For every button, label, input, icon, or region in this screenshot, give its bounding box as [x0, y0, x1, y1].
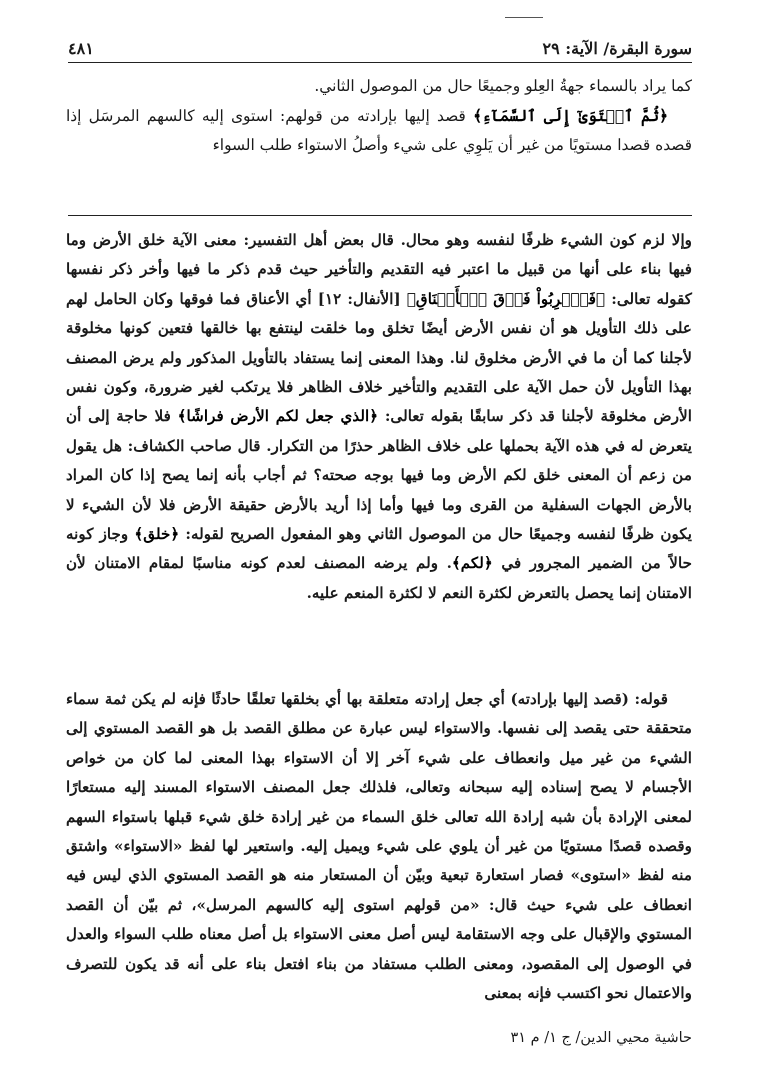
top-rule [505, 17, 543, 18]
commentary-text: أي جعل إرادته متعلقة بها أي بخلقها تعلقًا حادثًا فإنه لم يكن ثمة سماء متحققة حتى يقصد إلى نفسها. والاستواء ليس عبارة عن مطلق القصد بل هو القصد المستوي إلى الشيء من غير ميل وانعطاف على شيء آخر إلا أن الاستواء بهذا المعنى لما كان من خواص الأجسام لا يصح إسناده إليه سبحانه وتعالى، فلذلك جعل المصنف الاستواء المسند إليه مستعارًا لمعنى الإرادة بأن شبه إرادة الله تعالى خلق السماء من غير إرادة خلق شيء قبلها باستواء السهم وقصده قصدًا مستويًا من غير أن يلوي على شيء ويميل إليه. واستعير لها لفظ «الاستواء» واشتق منه لفظ «استوى» فصار استعارة تبعية وبيّن أن المستعار منه هو القصد المستوي الذي ليس فيه انعطاف على شيء حيث قال: «من قولهم استوى إليه كالسهم المرسل»، ثم بيّن أن القصد المستوي والإقبال على وجه الاستقامة ليس أصل معنى الاستواء بل أصل معناه طلب السواء والعدل في الوصول إلى المقصود، ومعنى الطلب مستفاد من بناء افتعل بناء على أنه قد يكون للتصرف والاعتمال نحو اكتسب فإنه بمعنى [66, 690, 692, 1003]
main-paragraph-2 [66, 102, 692, 161]
verse-quote: ﴿فَٱضۡرِبُواْ فَوۡقَ ٱلۡأَعۡنَاقِ﴾ [406, 289, 606, 308]
commentary-paragraph-1 [66, 226, 692, 608]
main-text [66, 72, 692, 161]
verse-quote: ﴿لكم﴾ [451, 554, 493, 573]
main-line-1: كما يراد بالسماء جهةُ العِلو وجميعًا حال من الموصول الثاني. [314, 77, 692, 95]
page-number: ٤٨١ [68, 39, 94, 58]
verse-citation: [الأنفال: ١٢] [311, 289, 407, 308]
commentary-block-2 [66, 685, 692, 1008]
surah-reference: سورة البقرة/ الآية: ٢٩ [542, 39, 692, 58]
commentary-text: . ولم يرضه المصنف لعدم كونه مناسبًا لمقام الامتنان لأن الامتنان إنما يحصل بالتعرض لكثرة النعم لا لكثرة المنعم عليه. [66, 554, 692, 602]
running-header [68, 28, 692, 63]
section-divider [68, 215, 692, 216]
verse-quote: ﴿ثُمَّ ٱسۡتَوَىٰٓ إِلَى ٱلسَّمَآءِ﴾ [473, 106, 669, 125]
gloss-label: قوله: [628, 690, 668, 708]
main-paragraph-2-text: قصد إليها بإرادته من قولهم: استوى إليه كالسهم المرسَل إذا قصده قصدا مستويًا من غير أن يَلوِي على شيء وأصلُ الاستواء طلب السواء [66, 106, 692, 155]
commentary-text: وإلا لزم كون الشيء ظرفًا لنفسه وهو محال. قال بعض أهل التفسير: معنى الآية خلق الأرض وما فيها بناء على أنها من قبيل ما اعتبر فيه التقديم والتأخير حيث قدم ذكر ما فيها وأخر ذكر نفسها كقوله تعالى: [66, 231, 692, 308]
verse-quote: ﴿خلق﴾ [134, 525, 180, 544]
verse-quote: ﴿الذي جعل لكم الأرض فراشًا﴾ [177, 407, 379, 426]
commentary-text: أي الأعناق فما فوقها وكان الحامل لهم على ذلك التأويل هو أن نفس الأرض أيضًا تخلق وما خلقت لينتفع بها خالقها فتعين كونها مخلوقة لأجلنا كما أن ما في الأرض مخلوق لنا. وهذا المعنى إنما يستفاد بالتأويل المذكور ولم يرض المصنف بهذا التأويل لأن حمل الآية على التقديم والتأخير خلاف الظاهر فلا يرتكب لغير ضرورة، وكون نفس الأرض مخلوقة لأجلنا قد ذكر سابقًا بقوله تعالى: [66, 289, 692, 426]
commentary-paragraph-2 [66, 685, 692, 1008]
commentary-text: وجاز كونه حالاً من الضمير المجرور في [66, 525, 692, 573]
commentary-text: فلا حاجة إلى أن يتعرض له في هذه الآية بحملها على خلاف الظاهر حذرًا من التكرار. قال صاحب الكشاف: هل يقول من زعم أن المعنى خلق لكم الأرض وما فيها بوجه صحته؟ ثم أجاب بأنه إنما يصح إذا كان المراد بالأرض الجهات السفلية من القرى وما فيها وأما إذا أريد بالأرض حقيقة الأرض فلا لأن الشيء لا يكون ظرفًا لنفسه وجميعًا حال من الموصول الثاني وهو المفعول الصريح لقوله: [66, 407, 692, 544]
commentary-block-1 [66, 226, 692, 608]
gloss-quote: (قصد إليها بإرادته) [510, 690, 629, 708]
footer-signature: حاشية محيي الدين/ ج ١/ م ٣١ [510, 1030, 692, 1046]
